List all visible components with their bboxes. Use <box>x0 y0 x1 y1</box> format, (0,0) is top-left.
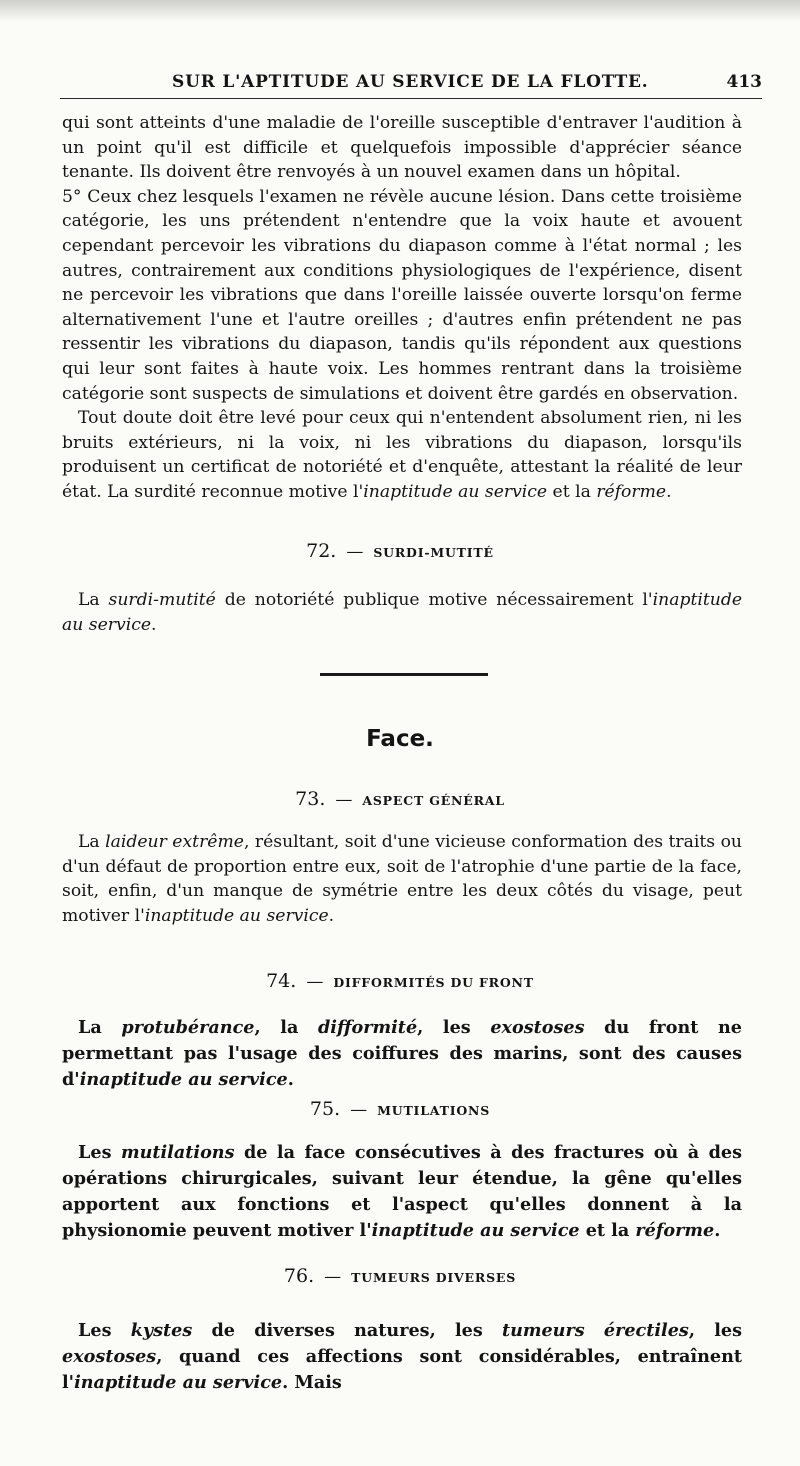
paragraph: qui sont atteints d'une maladie de l'oreille susceptible d'entraver l'audition à un point qu'il est difficile et quelquefois impossible d'apprécier séance tenante. Ils doivent être renvoyés à un nouvel examen dans un hôpital. <box>62 113 742 183</box>
text-run: . <box>714 1220 721 1241</box>
section-title: TUMEURS DIVERSES <box>351 1270 517 1285</box>
section-number: 73. <box>295 788 326 810</box>
emphasis: difformité <box>317 1017 418 1038</box>
paragraph <box>62 406 742 504</box>
dash: — <box>350 1100 368 1120</box>
text-run: , les <box>417 1017 491 1038</box>
paragraph: 5° Ceux chez lesquels l'examen ne révèle aucune lésion. Dans cette troisième catégorie, les uns prétendent n'entendre que la voix haute et avouent cependant percevoir les vibrations du diapason comme à l'état normal ; les autres, contrairement aux conditions physiologiques de l'expérience, disent ne percevoir les vibrations que dans l'oreille laissée ouverte lorsqu'on ferme alternativement l'une et l'autre oreilles ; d'autres enfin prétendent ne pas ressentir les vibrations du diapason, tandis qu'ils répondent aux questions qui leur sont faites à haute voix. Les hommes rentrant dans la troisième catégorie sont suspects de simulations et doivent être gardés en observation. <box>62 186 742 404</box>
section-heading-75 <box>0 1098 800 1120</box>
text-run: , les <box>688 1320 742 1341</box>
text-run: Tout doute doit être levé pour ceux qui n'entendent absolument rien, ni les bruits extérieurs, ni la voix, ni les vibrations du diapason, lorsqu'ils produisent un certificat de notoriété et d'enquête, attestant la réalité de leur état. La surdité reconnue motive l' <box>62 408 742 502</box>
text-run: Les <box>78 1320 131 1341</box>
emphasis: tumeurs érectiles <box>501 1320 689 1341</box>
section-heading-76 <box>0 1265 800 1287</box>
text-run: La <box>78 832 106 852</box>
emphasis: réforme <box>596 481 667 502</box>
emphasis: inaptitude au service <box>62 590 743 635</box>
emphasis: inaptitude au service <box>363 481 548 502</box>
section-number: 76. <box>283 1265 315 1287</box>
text-run: de diverses natures, les <box>192 1320 502 1341</box>
emphasis: surdi-mutité <box>108 590 216 610</box>
page-number: 413 <box>726 72 762 92</box>
paragraph-75 <box>62 1140 742 1244</box>
paragraph-76 <box>62 1318 742 1396</box>
paragraph-74 <box>62 1015 742 1093</box>
emphasis: inaptitude au service <box>371 1220 580 1241</box>
text-run: du front ne permettant pas l'usage des coiffures des marins, sont des causes d' <box>62 1017 742 1090</box>
text-run: et la <box>547 481 597 502</box>
section-title: DIFFORMITÉS DU FRONT <box>333 975 534 990</box>
text-run: de notoriété publique motive nécessairement l' <box>215 590 653 610</box>
dash: — <box>335 790 353 810</box>
emphasis: laideur extrême <box>105 832 244 852</box>
paragraph-72 <box>62 588 742 637</box>
emphasis: inaptitude au service <box>74 1372 283 1393</box>
text-run: . Mais <box>282 1372 342 1393</box>
emphasis: inaptitude au service <box>144 905 329 926</box>
running-header <box>60 68 762 99</box>
section-number: 75. <box>309 1098 341 1120</box>
emphasis: exostoses <box>490 1017 585 1038</box>
continuation-block <box>62 111 742 505</box>
dash: — <box>306 972 324 992</box>
text-run: et la <box>579 1220 636 1241</box>
emphasis: kystes <box>130 1320 193 1341</box>
emphasis: réforme <box>635 1220 715 1241</box>
emphasis: exostoses <box>62 1346 157 1367</box>
text-run: . <box>151 614 157 635</box>
section-number: 72. <box>306 540 337 562</box>
text-run: , la <box>254 1017 318 1038</box>
text-run: , quand ces affections sont considérables, entraînent l' <box>62 1346 742 1393</box>
text-run: . <box>328 905 335 926</box>
section-title: ASPECT GÉNÉRAL <box>362 793 505 808</box>
paragraph-73 <box>62 830 742 928</box>
text-run: Les <box>78 1142 121 1163</box>
section-heading-74 <box>0 970 800 992</box>
section-title: SURDI-MUTITÉ <box>373 545 494 560</box>
text-run: de la face consécutives à des fractures où à des opérations chirurgicales, suivant leur étendue, la gêne qu'elles apportent aux fonctions et l'aspect qu'elles donnent à la physionomie peuvent motiver l' <box>62 1142 742 1241</box>
section-number: 74. <box>266 970 297 992</box>
section-heading-73 <box>0 788 800 810</box>
section-heading-72 <box>0 540 800 562</box>
text-run: La <box>78 590 109 610</box>
chapter-title: Face. <box>366 726 434 752</box>
emphasis: mutilations <box>120 1142 235 1163</box>
emphasis: inaptitude au service <box>79 1069 288 1090</box>
text-run: La <box>78 1017 122 1038</box>
running-title: SUR L'APTITUDE AU SERVICE DE LA FLOTTE. <box>172 72 649 92</box>
emphasis: protubérance <box>121 1017 255 1038</box>
dash: — <box>324 1267 342 1287</box>
text-run: . <box>287 1069 294 1090</box>
text-run: . <box>666 481 672 502</box>
section-title: MUTILATIONS <box>377 1103 491 1118</box>
dash: — <box>346 542 364 562</box>
separator-rule <box>320 673 488 676</box>
scan-shadow <box>0 0 800 22</box>
text-run: , résultant, soit d'une vicieuse conformation des traits ou d'un défaut de proportion entre eux, soit de l'atrophie d'une partie de la face, soit, enfin, d'un manque de symétrie entre les deux côtés du visage, peut motiver l' <box>62 832 743 926</box>
